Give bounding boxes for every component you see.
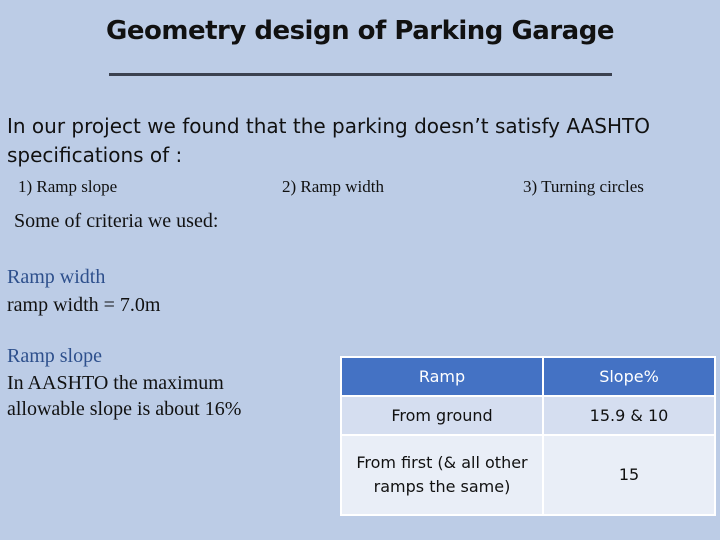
ramp-width-text: ramp width = 7.0m <box>7 294 161 316</box>
criterion-ramp-slope: 1) Ramp slope <box>18 177 118 196</box>
criterion-ramp-width: 2) Ramp width <box>282 177 384 196</box>
title-underline <box>109 73 612 76</box>
ramp-slope-text: In AASHTO the maximum allowable slope is about 16% <box>7 372 242 420</box>
table-row <box>341 435 715 515</box>
table-cell: From ground <box>341 396 543 435</box>
table-row <box>341 396 715 435</box>
table-header-row <box>341 357 715 396</box>
intro-paragraph: In our project we found that the parking doesn’t satisfy AASHTO specifications of : <box>7 114 650 167</box>
ramp-slope-heading: Ramp slope <box>7 345 102 367</box>
slope-table <box>340 356 716 516</box>
table-header-cell: Slope% <box>543 357 715 396</box>
table-header-cell: Ramp <box>341 357 543 396</box>
table-cell: 15.9 & 10 <box>543 396 715 435</box>
criteria-heading: Some of criteria we used: <box>14 210 219 232</box>
ramp-width-heading: Ramp width <box>7 266 106 288</box>
criterion-turning-circles: 3) Turning circles <box>523 177 644 196</box>
table-cell: From first (& all other ramps the same) <box>341 435 543 515</box>
table-cell: 15 <box>543 435 715 515</box>
slide-title: Geometry design of Parking Garage <box>106 16 614 46</box>
